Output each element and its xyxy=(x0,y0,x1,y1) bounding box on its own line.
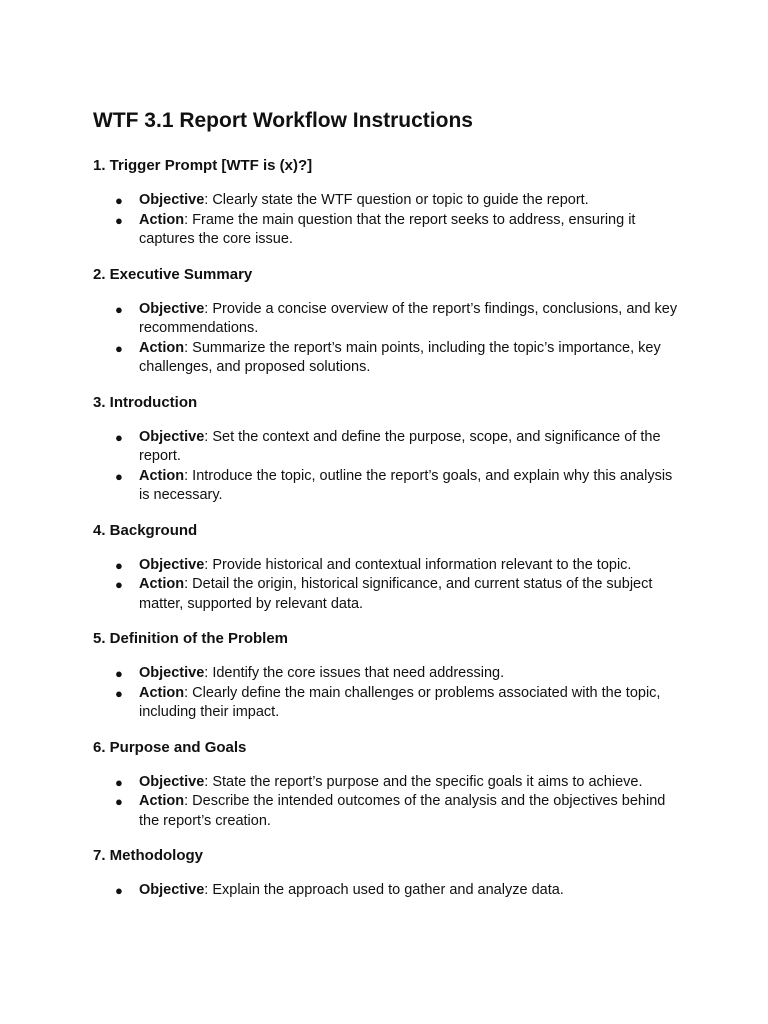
bullet-list xyxy=(93,300,683,378)
bullet-key-label: Objective xyxy=(139,192,205,208)
section-heading: 7. Methodology xyxy=(93,847,203,864)
document-title: WTF 3.1 Report Workflow Instructions xyxy=(93,109,473,132)
bullet-key-label: Action xyxy=(139,793,185,809)
bullet-dot-icon: ● xyxy=(115,212,123,228)
bullet-list xyxy=(93,556,683,615)
bullet-item xyxy=(93,428,683,467)
bullet-item xyxy=(93,792,683,831)
document-page xyxy=(93,106,683,916)
bullet-list xyxy=(93,664,683,723)
bullet-dot-icon: ● xyxy=(115,429,123,445)
document-sections xyxy=(93,156,683,901)
bullet-dot-icon: ● xyxy=(115,468,123,484)
bullet-text: : Clearly define the main challenges or problems associated with the topic, including their impact. xyxy=(139,684,661,720)
bullet-item xyxy=(93,664,683,684)
bullet-item xyxy=(93,773,683,793)
bullet-text: : Frame the main question that the report seeks to address, ensuring it captures the core issue. xyxy=(139,211,636,247)
bullet-dot-icon: ● xyxy=(115,193,123,208)
bullet-item xyxy=(93,191,683,211)
bullet-list xyxy=(93,881,683,901)
bullet-item xyxy=(93,556,683,576)
bullet-text: : Explain the approach used to gather and analyze data. xyxy=(204,882,564,898)
bullet-key-label: Objective xyxy=(139,665,205,681)
bullet-item xyxy=(93,300,683,339)
bullet-dot-icon: ● xyxy=(115,794,123,809)
bullet-key-label: Action xyxy=(139,684,185,701)
bullet-key-label: Objective xyxy=(139,428,205,445)
bullet-key-label: Action xyxy=(139,467,185,484)
bullet-dot-icon: ● xyxy=(115,557,123,573)
bullet-text: : Provide historical and contextual information relevant to the topic. xyxy=(204,556,632,573)
section-heading: 1. Trigger Prompt [WTF is (x)?] xyxy=(93,157,313,174)
section-heading: 3. Introduction xyxy=(93,393,198,411)
bullet-key-label: Objective xyxy=(139,300,205,317)
section-heading: 5. Definition of the Problem xyxy=(93,630,289,647)
bullet-item xyxy=(93,467,683,506)
section-heading: 4. Background xyxy=(93,521,198,539)
bullet-text: : State the report’s purpose and the specific goals it aims to achieve. xyxy=(204,773,643,790)
bullet-text: : Clearly state the WTF question or topic to guide the report. xyxy=(204,192,589,208)
bullet-dot-icon: ● xyxy=(115,577,123,592)
bullet-item xyxy=(93,211,683,250)
bullet-dot-icon: ● xyxy=(115,774,123,790)
bullet-key-label: Action xyxy=(139,211,185,228)
bullet-key-label: Action xyxy=(139,576,185,592)
section-heading: 2. Executive Summary xyxy=(93,265,253,283)
bullet-text: : Detail the origin, historical significance, and current status of the subject matter, supported by relevant data. xyxy=(139,576,653,612)
bullet-dot-icon: ● xyxy=(115,666,123,681)
bullet-text: : Provide a concise overview of the report’s findings, conclusions, and key recommendations. xyxy=(139,300,678,336)
bullet-dot-icon: ● xyxy=(115,301,123,317)
section-heading: 6. Purpose and Goals xyxy=(93,738,247,756)
bullet-text: : Set the context and define the purpose, scope, and significance of the report. xyxy=(139,428,661,464)
bullet-text: : Introduce the topic, outline the report’s goals, and explain why this analysis is necessary. xyxy=(139,467,673,503)
bullet-item xyxy=(93,339,683,378)
bullet-key-label: Objective xyxy=(139,773,205,790)
bullet-list xyxy=(93,191,683,250)
bullet-key-label: Objective xyxy=(139,882,205,898)
bullet-item xyxy=(93,881,683,901)
bullet-item xyxy=(93,575,683,614)
bullet-dot-icon: ● xyxy=(115,685,123,701)
bullet-text: : Identify the core issues that need addressing. xyxy=(204,665,505,681)
bullet-text: : Summarize the report’s main points, including the topic’s importance, key challenges, and proposed solutions. xyxy=(139,339,661,375)
bullet-dot-icon: ● xyxy=(115,340,123,356)
bullet-key-label: Objective xyxy=(139,556,205,573)
bullet-text: : Describe the intended outcomes of the analysis and the objectives behind the report’s creation. xyxy=(139,793,666,829)
bullet-list xyxy=(93,773,683,832)
bullet-dot-icon: ● xyxy=(115,883,123,898)
bullet-list xyxy=(93,428,683,506)
bullet-key-label: Action xyxy=(139,339,185,356)
bullet-item xyxy=(93,684,683,723)
